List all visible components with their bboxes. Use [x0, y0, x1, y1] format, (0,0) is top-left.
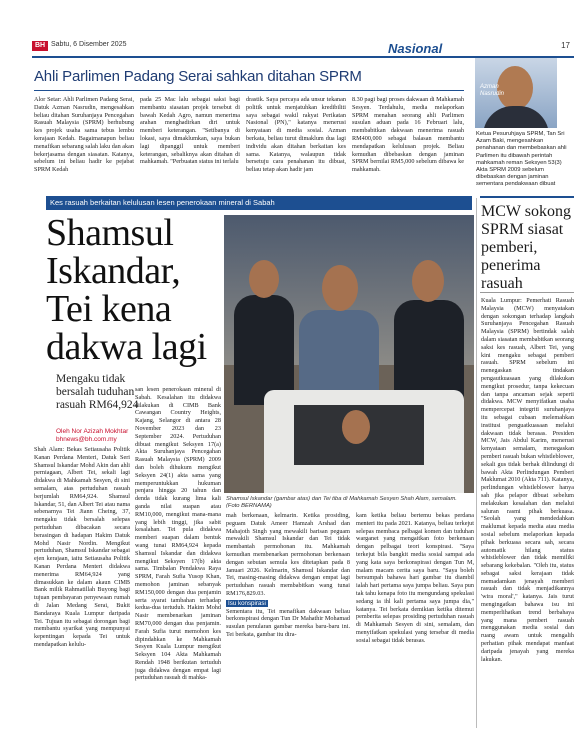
- sidebar-top-rule: [480, 196, 574, 198]
- person-head: [342, 410, 370, 444]
- person-figure: [234, 295, 294, 405]
- top-story-col-4: 8.30 pagi bagi proses dakwaan di Mahkamah Sesyen. Terdahulu, media melaporkan SPRM menahan seorang ahli Parlimen susulan aduan pada 16 Februari lalu, membabitkan dakwaan menerima rasuah RM400,000 sebagai balasan membantu mendapatkan kelulusan projek. Beliau kemudian dibebaskan dengan jaminan SPRM bernilai RM5,000 sebelum dibawa ke mahkamah.: [352, 96, 464, 174]
- col-3b-text: Sementara itu, Tei menafikan dakwaan beliau berkonspirasi dengan Tun Dr Mahathir Mohamad susulan penularan gambar mereka baru-baru ini. Tei berkata, gambar itu dira-: [226, 607, 350, 638]
- sidebar-headline: MCW sokong SPRM siasat pemberi, penerima rasuah: [481, 203, 571, 292]
- main-story-photo: [224, 215, 474, 493]
- main-story-col-3: [226, 512, 350, 730]
- sidebar-rule: [480, 292, 574, 293]
- main-story-byline: Oleh Nor Azizah Mokhtar bhnews@bh.com.my: [56, 428, 129, 443]
- person-head: [249, 260, 279, 298]
- top-story-headline: Ahli Parlimen Padang Serai sahkan ditahan SPRM: [34, 68, 362, 85]
- top-story-col-2: pada 25 Mac lalu sebagai saksi bagi membantu siasatan projek tersebut di bawah Kedah Agro, namun menerima arahan menghadirkan diri untuk memberi keterangan. "Setibanya di lokasi, saya dimaklumkan, saya bukan lagi dipanggil untuk memberi keterangan, sebaliknya akan ditahan di mahkamah. "Perbuatan status ini terlalu: [140, 96, 240, 166]
- person-head: [322, 265, 358, 311]
- top-story-col-1: Alor Setar: Ahli Parlimen Padang Serai, Datuk Azman Nasrudin, mengesahkan beliau ditahan Suruhanjaya Pencegahan Rasuah Malaysia (SPRM) berhubung kes projek usaha sama tebus lembu kerajaan Kedah. Bagaimanapun beliau menafikan sebarang salah laku dan akan bekerjasama dengan siasatan. Katanya, sebelum ini beliau hadir ke pejabat SPRM Kedah: [34, 96, 134, 174]
- person-head: [412, 260, 444, 302]
- col-3-text: mah berkenaan, kelmarin. Ketika prosiding, peguam Datuk Ameer Hamzah Arshad dan Mahajoth Singh yang mewakili barisan peguam mewakili Shamsul Iskandar dan Tei tidak membantah permohonan itu. Mahkamah kemudian membenarkan permohonan berkenaan dengan sebutan semula kes ditetapkan pada 8 Januari 2026. Kelmarin, Shamsul Iskandar dan Tei, masing-masing didakwa dengan empat lagi pertuduhan rasuah membabitkan wang tunai RM176,829.03.: [226, 512, 350, 597]
- top-story-col-3: drastik. Saya percaya ada unsur tekanan politik untuk menjatuhkan kredibiliti saya sebagai wakil rakyat Perikatan Nasional (PN)," katanya menerusi kenyataan di media sosial. Azman berkata, beliau turut dimaklum dua lagi individu akan ditahan berkaitan kes sama. Katanya, walaupun tidak bersetuju cara penahanan itu dibuat, beliau tetap akan hadir jam: [246, 96, 346, 174]
- main-story-col-2: san lesen penerokaan mineral di Sabah. Kesalahan itu didakwa dilakukan di CIMB Bank Cawangan Country Heights, Kajang, Selangor di antara 28 November 2023 dan 23 September 2024. Pertuduhan dibuat mengikut Seksyen 17(a) Akta Suruhanjaya Pencegahan Rasuah Malaysia (SPRM) 2009 dan boleh dihukum mengikut Seksyen 24(1) akta sama yang memperuntukkan hukuman penjara hingga 20 tahun dan denda tidak kurang lima kali ganda nilai suapan atau RM10,000, mengikut mana-mana yang lebih tinggi, jika sabit kesalahan. Tei pula didakwa memberi suapan dalam bentuk wang tunai RM64,924 kepada Shamsul Iskandar dan didakwa mengikut Seksyen 17(b) akta sama. Timbalan Pendakwa Raya SPRM, Farah Sufia Yusop Khan, memohon jaminan sebanyak RM150,000 dengan dua penjamin serta syarat tambahan terhadap kedua-dua tertuduh. Hakim Mohd Nasir membenarkan jaminan RM70,000 dengan dua penjamin. Farah Sufia turut memohon kes dipindahkan ke Mahkamah Sesyen Kuala Lumpur mengikut Seksyen 104 Akta Mahkamah Rendah 1948 berikutan tertuduh juga didakwa dengan empat lagi pertuduhan rasuah di mahka-: [135, 386, 221, 682]
- top-story-caption: Ketua Pesuruhjaya SPRM, Tan Sri Azam Baki, mengesahkan penahanan dan membebaskan ahli Parlimen itu dibawah perintah mahkamah reman Seksyen 53(3) Akta SPRM 2009 sebelum dibebaskan dengan jaminan sementara pendakwaan dibuat: [476, 131, 567, 188]
- main-story-col-4: kam ketika beliau bertemu bekas perdana menteri itu pada 2021. Katanya, beliau terkejut selepas membaca pelbagai komen dan tuduhan warganet yang mengaitkan foto berkenaan dengan pelbagai teori konspirasi. "Saya terkejut bila bangkit media sosial sampai ada yang kata saya berkonspirasi dengan Tun M, malam macam cerita saya baru. "Saya boleh bersumpah bahawa hari gambar itu diambil ialah hari pertama saya jumpa beliau. Saya pun tak tahu kenapa foto itu mengundang spekulasi sedang ia ihl kali pertama saya jumpa dia," katanya. Tei berkata demikian ketika ditemui pemberita selepas prosiding pertuduhan rasuah di Mahkamah Sesyen di sini, semalam, dan menyifatkan spekulasi yang tersebar di media sosial sebagai tidak berasas.: [356, 512, 474, 644]
- portrait-body: [483, 106, 549, 128]
- headline-text: Shamsul Iskandar, Tei kena dakwa lagi: [46, 212, 207, 368]
- subhead-label: Isu konspirasi: [228, 599, 266, 607]
- issue-date: Sabtu, 6 Disember 2025: [51, 41, 127, 48]
- main-story-kicker: Kes rasuah berkaitan kelulusan lesen penerokaan mineral di Sabah: [46, 196, 472, 210]
- person-figure: [394, 300, 464, 400]
- main-story-col-1: Shah Alam: Bekas Setiausaha Politik Kanan Perdana Menteri, Datuk Seri Shamsul Iskandar Mohd Akin dan ahli perniagaan, Albert Tei, sekali lagi didakwa di Mahkamah Sesyen, di sini semalam, atas pertuduhan rasuah berjumlah RM64,924. Shamsul Iskandar, 51, dan Albert Tei atau nama sebenarnya Tei Jiann Cheing, 37, mengaku tidak bersalah selepas pertuduhan dibacakan secara berasingan di hadapan Hakim Datuk Mohd Nasir Nordin. Mengikut pertuduhan, Shamsul Iskandar sebagai ejen kerajaan, iaitu Setiausaha Politik Kanan Perdana Menteri didakwa menerima RM64,924 yang dimasukkan ke dalam akaun CIMB Bank milik Rahmatillah Buyong bagi tujuan pembayaran penyewaan rumah di Jalan Medang Serai, Bukit Bandaraya Kuala Lumpur daripada Tei. Tujuan itu sebagai dorongan bagi membantu syarikat yang mempunyai kepentingan kepada Tei untuk mendapatkan kelulu-: [34, 446, 130, 648]
- main-story-dek: Mengaku tidak bersalah tuduhan rasuah RM64,924: [56, 373, 139, 411]
- top-story-rule: [34, 90, 464, 91]
- column-divider: [476, 198, 477, 728]
- section-name: Nasional: [388, 41, 443, 56]
- sidebar-body: Kuala Lumpur: Pemerhati Rasuah Malaysia (MCW) menyatakan dengan sokongan terhadap langkah Suruhanjaya Pencegahan Rasuah Malaysia (SPRM) bertindak salah dalam siasatan membabitkan seorang saksi kes rasuah, Albert Tei, yang kini mengaku sebagai pemberi rasuah. SPRM sebelum ini menegaskan tindakan pengautkuasaan yang dilakukan mengikut prosedur, tanpa kekecuan dan tanpa ancaman sejak seperti didakwa. MCW menyifatkan usaha mempercepat integriti suruhanjaya itu sebagai cubaan melemahkan institusi penguatkuasaan melalui dakwaan tidak berasas. Presiden MCW, Jais Abdul Karim, menerusi kenyataan semalam, menegaskan pemberi rasuah bukan whistleblower, sekali gus tidak berhak dilindungi di bawah Akta Perlindungan Pemberi Maklumat 2010 (Akta 711). Katanya, perlindungan whistleblower hanya sah jika pelapor dibuat sebelum melakukan kesalahan dan melalui saluran rasmi pihak berkuasa. "Seolah yang mendedahkan maklumat kepada media atau media sosial sebelum melaporkan kepada pihak berkuasa secara sah, secara automatik hilang status whistleblower dan tidak memiliki sebarang kekebalan. "Oleh itu, status sebagai saksi kerajaan tidak memadamkan jenayah memberi rasuah dan tidak menjadikannya 'wira moral'," katanya. Jais turut mengingatkan bahawa isu ini memperlihatkan trend berbahaya yang mana pemberi rasuah menggunakan media sosial dan ruang awam untuk mengalih perhatian pihak mendapat manfaat daripada jenayah yang mereka lakukan.: [481, 297, 574, 663]
- page-number: 17: [561, 41, 570, 50]
- bh-logo: BH: [32, 41, 48, 51]
- main-story-headline: [46, 214, 216, 366]
- main-story-photo-caption: Shamsul Iskandar (gambar atas) dan Tei tiba di Mahkamah Sesyen Shah Alam, semalam. (Foto BERNAMA): [226, 496, 457, 509]
- photo-name-tag: Azman Nasrudin: [480, 84, 505, 97]
